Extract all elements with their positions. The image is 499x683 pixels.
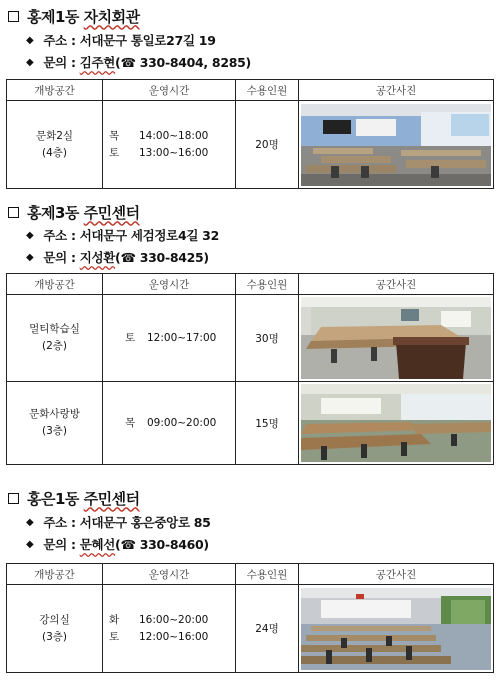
capacity-cell: 30명	[236, 295, 299, 382]
space-cell	[7, 295, 103, 382]
space-name: 강의실	[39, 613, 70, 626]
diamond-icon: ◆	[26, 516, 34, 528]
header-time: 운영시간	[103, 564, 236, 585]
time-day: 토	[109, 146, 120, 159]
time-cell	[103, 101, 236, 189]
table-row	[7, 101, 494, 189]
title-prefix: 홍은1동	[27, 489, 84, 508]
table-row	[7, 295, 494, 382]
checkbox-icon	[8, 11, 19, 22]
time-day: 토	[125, 331, 136, 344]
time-range: 16:00~20:00	[139, 613, 209, 626]
header-capacity: 수용인원	[236, 564, 299, 585]
section-title	[8, 202, 140, 222]
header-space: 개방공간	[7, 80, 103, 101]
address-line	[26, 513, 211, 531]
table-header-row	[7, 274, 494, 295]
space-table	[6, 273, 494, 465]
contact-name: 지성환	[79, 250, 116, 265]
photo-cell	[299, 101, 494, 189]
checkbox-icon	[8, 207, 19, 218]
space-floor: (3층)	[41, 425, 68, 437]
time-range: 13:00~16:00	[139, 146, 209, 159]
diamond-icon: ◆	[26, 34, 34, 46]
contact-label: 문의 :	[43, 55, 76, 70]
header-space: 개방공간	[7, 564, 103, 585]
time-day: 화	[109, 613, 120, 626]
diamond-icon: ◆	[26, 538, 34, 550]
header-space: 개방공간	[7, 274, 103, 295]
time-cell	[103, 295, 236, 382]
space-cell	[7, 585, 103, 673]
space-name: 멀티학습실	[29, 323, 80, 335]
capacity-cell: 20명	[236, 101, 299, 189]
photo-cell	[299, 585, 494, 673]
title-underlined: 주민센터	[83, 489, 140, 508]
contact-line	[26, 53, 251, 71]
space-floor: (2층)	[41, 340, 68, 352]
title-underlined: 주민센터	[83, 203, 140, 222]
table-row	[7, 382, 494, 465]
room-photo	[301, 384, 491, 462]
time-day: 목	[125, 416, 136, 429]
address-value: 서대문구 세검정로4길 32	[79, 228, 219, 243]
header-photo: 공간사진	[299, 564, 494, 585]
time-range: 12:00~17:00	[147, 331, 217, 344]
contact-phone: (☎ 330-8404, 8285)	[115, 54, 251, 70]
room-photo	[301, 297, 491, 379]
diamond-icon: ◆	[26, 56, 34, 68]
contact-phone: (☎ 330-8425)	[115, 249, 209, 265]
contact-line	[26, 535, 209, 553]
address-label: 주소 :	[43, 228, 76, 243]
title-prefix: 홍제3동	[27, 203, 84, 222]
address-label: 주소 :	[43, 515, 76, 530]
room-photo	[301, 104, 491, 186]
contact-label: 문의 :	[43, 250, 76, 265]
time-day: 토	[109, 630, 120, 643]
contact-phone: (☎ 330-8460)	[115, 536, 209, 552]
time-range: 12:00~16:00	[139, 630, 209, 643]
time-cell	[103, 382, 236, 465]
space-name: 문화사랑방	[29, 408, 80, 420]
contact-label: 문의 :	[43, 537, 76, 552]
capacity-cell: 15명	[236, 382, 299, 465]
space-cell	[7, 101, 103, 189]
space-name: 문화2실	[35, 129, 74, 142]
time-range: 09:00~20:00	[147, 416, 217, 429]
title-prefix: 홍제1동	[27, 7, 84, 26]
diamond-icon: ◆	[26, 229, 34, 241]
address-line	[26, 31, 216, 49]
space-cell	[7, 382, 103, 465]
space-floor: (3층)	[41, 630, 68, 643]
header-photo: 공간사진	[299, 80, 494, 101]
table-header-row	[7, 564, 494, 585]
time-day: 목	[109, 129, 120, 142]
time-range: 14:00~18:00	[139, 129, 209, 142]
space-table	[6, 563, 494, 673]
contact-name: 김주현	[79, 55, 116, 70]
room-photo	[301, 588, 491, 670]
title-underlined: 자치회관	[83, 7, 140, 26]
contact-name: 문혜선	[79, 537, 116, 552]
contact-line	[26, 248, 209, 266]
diamond-icon: ◆	[26, 251, 34, 263]
table-row	[7, 585, 494, 673]
header-capacity: 수용인원	[236, 80, 299, 101]
address-label: 주소 :	[43, 33, 76, 48]
header-time: 운영시간	[103, 80, 236, 101]
space-floor: (4층)	[41, 146, 68, 159]
space-table	[6, 79, 494, 189]
section-title	[8, 6, 140, 26]
checkbox-icon	[8, 493, 19, 504]
section-title	[8, 488, 140, 508]
time-cell	[103, 585, 236, 673]
photo-cell	[299, 382, 494, 465]
header-capacity: 수용인원	[236, 274, 299, 295]
table-header-row	[7, 80, 494, 101]
header-time: 운영시간	[103, 274, 236, 295]
header-photo: 공간사진	[299, 274, 494, 295]
capacity-cell: 24명	[236, 585, 299, 673]
address-value: 서대문구 홍은중앙로 85	[79, 515, 211, 530]
photo-cell	[299, 295, 494, 382]
address-value: 서대문구 통일로27길 19	[79, 33, 216, 48]
address-line	[26, 226, 219, 244]
